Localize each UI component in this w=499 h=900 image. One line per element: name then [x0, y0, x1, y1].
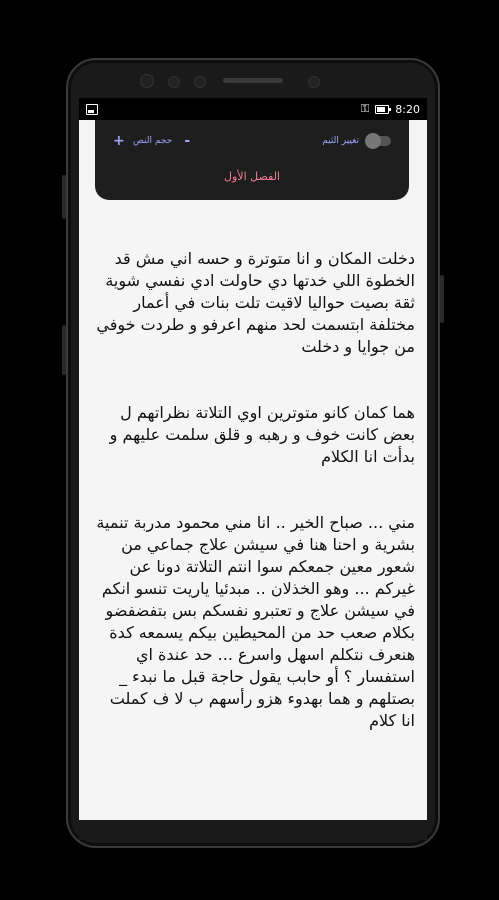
decrease-font-button[interactable]: -: [184, 133, 191, 149]
speaker-grille: [223, 78, 283, 83]
font-size-control: [113, 133, 192, 149]
chapter-content: [91, 226, 415, 776]
reader-settings-panel: [95, 120, 409, 200]
settings-row: [95, 130, 409, 152]
theme-toggle[interactable]: [367, 136, 391, 146]
key-icon: ⚿: [360, 102, 370, 115]
navigation-bar: [79, 820, 427, 840]
power-button: [440, 275, 444, 323]
volume-down-button: [62, 325, 66, 375]
status-bar: [79, 98, 427, 120]
battery-icon: [375, 105, 389, 114]
sensor-icon: [194, 76, 206, 88]
phone-frame: [66, 58, 440, 848]
proximity-sensor-icon: [308, 76, 320, 88]
toggle-knob: [365, 133, 381, 149]
status-time: 8:20: [395, 102, 420, 116]
paragraph: مني ... صباح الخير .. انا مني محمود مدربة تنمية بشرية و احنا هنا في سيشن علاج جماعي من شعور معين جمعكم سوا انتم التلاتة دونا عن غيركم ... وهو الخذلان .. مبدئيا ياريت تنسو انكم في سيشن علاج و تعتبرو نفسكم بس بتفضفضو بكلام صعب حد من المحيطين بيكم يسمعه كدة هنعرف نتكلم اسهل واسرع ... حد عندة اي استفسار ؟ أو حابب يقول حاجة قبل ما نبدء _ بصتلهم و هما بهدوء هزو رأسهم ب لا ف كملت انا كلام: [96, 513, 415, 730]
increase-font-button[interactable]: +: [113, 133, 125, 149]
theme-control: [322, 136, 391, 146]
front-camera-icon: [140, 74, 154, 88]
paragraph: هما كمان كانو متوترين اوي التلاتة نظراتهم ل بعض كانت خوف و رهبه و قلق سلمت عليهم و بدأت انا الكلام: [109, 403, 415, 466]
paragraph: دخلت المكان و انا متوترة و حسه اني مش قد الخطوة اللي خدتها دي حاولت ادي نفسي شوية ثقة بصيت حواليا لاقيت تلت بنات في أعمار مختلفة ابتسمت لحد منهم اعرفو و طردت خوفي من جوايا و دخلت: [96, 249, 415, 356]
theme-label: تغيير الثيم: [322, 136, 359, 146]
volume-up-button: [62, 175, 66, 219]
chapter-title: الفصل الأول: [224, 170, 280, 183]
image-icon: [86, 104, 98, 115]
sensor-icon: [168, 76, 180, 88]
screen: [79, 98, 427, 840]
font-size-label: حجم النص: [133, 136, 173, 146]
